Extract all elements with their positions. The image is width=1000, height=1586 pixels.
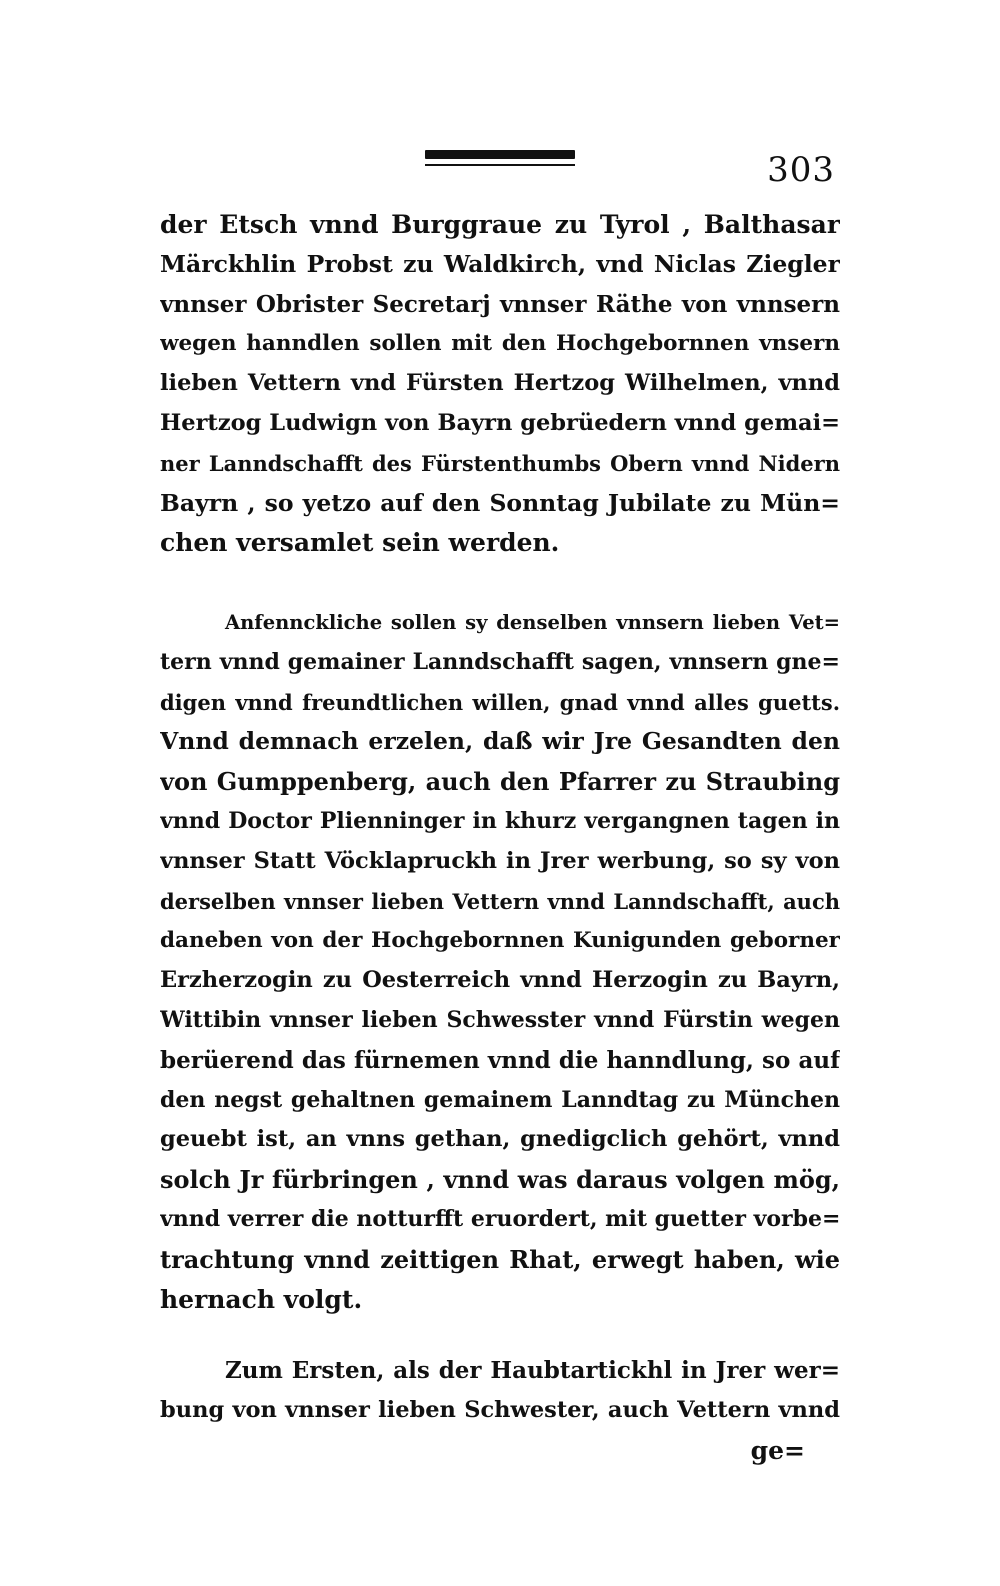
catchword: ge= xyxy=(750,1436,805,1465)
text-line: geuebt ist, an vnns gethan, gnedigclich gehört, vnnd xyxy=(160,1126,840,1153)
text-line: Vnnd demnach erzelen, daß wir Jre Gesandten den xyxy=(160,727,840,756)
text-line: Erzherzogin zu Oesterreich vnnd Herzogin zu Bayrn, xyxy=(160,967,840,994)
text-line: vnnd Doctor Plienninger in khurz vergangnen tagen in xyxy=(160,807,840,834)
text-line: tern vnnd gemainer Lanndschafft sagen, vnnsern gne= xyxy=(160,648,840,675)
text-line: Hertzog Ludwign von Bayrn gebrüedern vnnd gemai= xyxy=(160,409,840,436)
text-line: Bayrn , so yetzo auf den Sonntag Jubilate zu Mün= xyxy=(160,488,840,517)
text-line: wegen hanndlen sollen mit den Hochgebornnen vnsern xyxy=(160,331,840,357)
text-line: ner Lanndschafft des Fürstenthumbs Obern vnnd Nidern xyxy=(160,450,840,476)
text-line: von Gumppenberg, auch den Pfarrer zu Straubing xyxy=(160,767,840,797)
header-rule xyxy=(425,150,575,166)
text-line: vnnd verrer die notturfft eruordert, mit guetter vorbe= xyxy=(160,1205,840,1232)
text-line: solch Jr fürbringen , vnnd was daraus volgen mög, xyxy=(160,1165,840,1195)
text-line: daneben von der Hochgebornnen Kunigunden geborner xyxy=(160,928,840,954)
text-line: hernach volgt. xyxy=(160,1284,363,1314)
text-line: Anfennckliche sollen sy denselben vnnsern lieben Vet= xyxy=(225,611,840,634)
text-line: vnnser Statt Vöcklapruckh in Jrer werbung, so sy von xyxy=(160,847,840,874)
text-line: trachtung vnnd zeittigen Rhat, erwegt haben, wie xyxy=(160,1244,840,1274)
header-rule-thin xyxy=(425,164,575,166)
text-line: Zum Ersten, als der Haubtartickhl in Jrer wer= xyxy=(225,1357,840,1384)
text-line: bung von vnnser lieben Schwester, auch Vettern vnnd xyxy=(160,1396,840,1423)
text-line: digen vnnd freundtlichen willen, gnad vnnd alles guetts. xyxy=(160,689,840,715)
text-line: den negst gehaltnen gemainem Lanndtag zu München xyxy=(160,1086,840,1113)
text-line: Märckhlin Probst zu Waldkirch, vnd Niclas Ziegler xyxy=(160,249,840,278)
paragraph-2 xyxy=(160,603,840,1319)
text-line: chen versamlet sein werden. xyxy=(160,528,560,558)
page-number: 303 xyxy=(767,150,835,190)
text-line: berüerend das fürnemen vnnd die hanndlung, so auf xyxy=(160,1046,840,1074)
paragraph-1 xyxy=(160,205,840,563)
paragraph-3 xyxy=(160,1351,840,1431)
text-line: Wittibin vnnser lieben Schwesster vnnd Fürstin wegen xyxy=(160,1006,840,1033)
text-line: der Etsch vnnd Burggraue zu Tyrol , Balthasar xyxy=(160,210,840,239)
text-line: derselben vnnser lieben Vettern vnnd Lanndschafft, auch xyxy=(160,888,840,914)
header-rule-thick xyxy=(425,150,575,159)
text-line: lieben Vettern vnd Fürsten Hertzog Wilhelmen, vnnd xyxy=(160,370,840,397)
text-line: vnnser Obrister Secretarj vnnser Räthe von vnnsern xyxy=(160,290,840,318)
